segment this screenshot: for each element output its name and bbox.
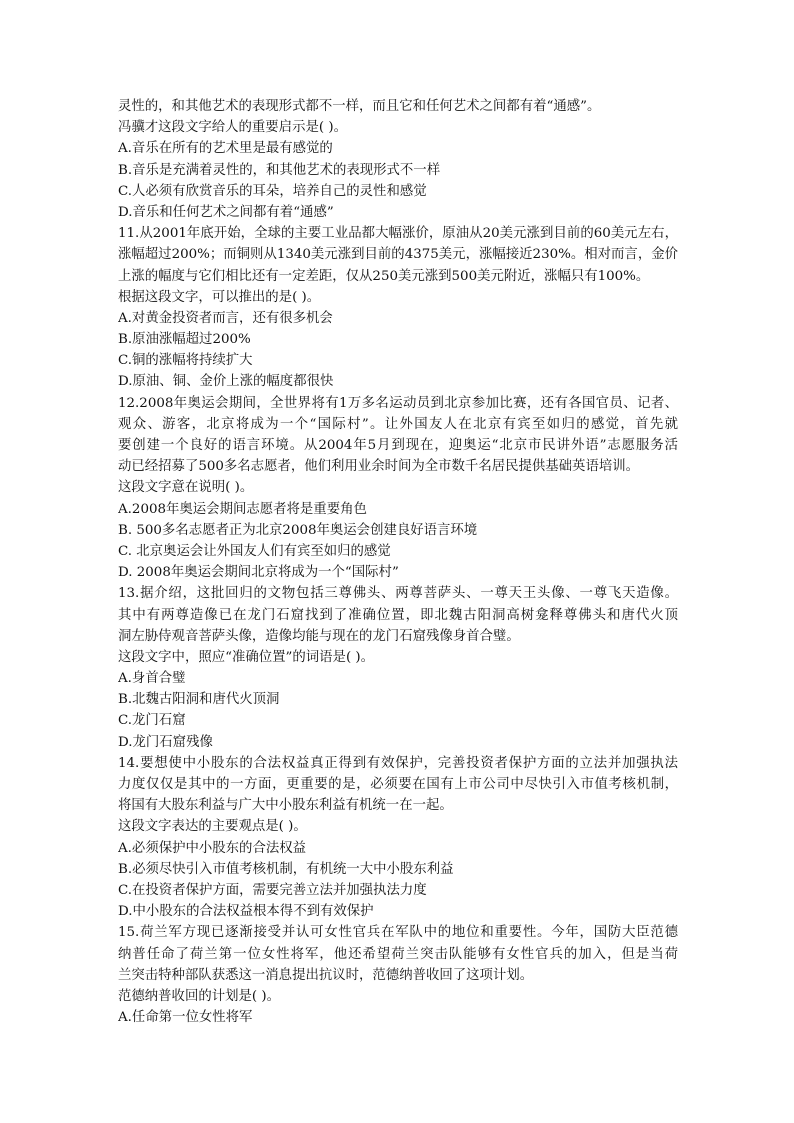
text-line: B.必须尽快引入市值考核机制，有机统一大中小股东利益: [118, 861, 454, 877]
text-line: B.音乐是充满着灵性的，和其他艺术的表现形式不一样: [118, 162, 441, 178]
text-line: C.在投资者保护方面，需要完善立法并加强执法力度: [118, 882, 427, 898]
text-line: D.原油、铜、金价上涨的幅度都很快: [118, 374, 334, 390]
text-line: 动已经招募了500多名志愿者，他们利用业余时间为全市数千名居民提供基础英语培训。: [118, 459, 640, 475]
document-page: [118, 96, 678, 1028]
text-line: C.铜的涨幅将持续扩大: [118, 353, 253, 369]
text-line: D.音乐和任何艺术之间都有着“通感”: [118, 204, 334, 220]
text-line: 13.据介绍，这批回归的文物包括三尊佛头、两尊菩萨头、一尊天王头像、一尊飞天造像。: [118, 586, 678, 602]
text-line: 兰突击特种部队获悉这一消息提出抗议时，范德纳普收回了这项计划。: [118, 967, 534, 983]
text-line: A.必须保护中小股东的合法权益: [118, 840, 307, 856]
text-line: 涨幅超过200%；而铜则从1340美元涨到目前的4375美元，涨幅接近230%。相对而言，金价: [118, 247, 678, 263]
text-line: A.音乐在所有的艺术里是最有感觉的: [118, 141, 333, 157]
text-line: B. 500多名志愿者正为北京2008年奥运会创建良好语言环境: [118, 522, 478, 538]
text-line: C.人必须有欣赏音乐的耳朵，培养自己的灵性和感觉: [118, 183, 427, 199]
text-line: 12.2008年奥运会期间，全世界将有1万多名运动员到北京参加比赛，还有各国官员、记者、: [118, 395, 678, 411]
text-line: 力度仅仅是其中的一方面，更重要的是，必须要在国有上市公司中尽快引入市值考核机制，: [118, 777, 678, 792]
text-line: A.对黄金投资者而言，还有很多机会: [118, 310, 333, 326]
text-line: 观众、游客，北京将成为一个“国际村”。让外国友人在北京有宾至如归的感觉，首先就: [118, 416, 678, 432]
text-line: 要创建一个良好的语言环境。从2004年5月到现在，迎奥运“北京市民讲外语”志愿服务活: [118, 438, 678, 453]
text-line: B.北魏古阳洞和唐代火顶洞: [118, 692, 280, 708]
text-line: 根据这段文字，可以推出的是( )。: [118, 289, 321, 305]
text-line: 14.要想使中小股东的合法权益真正得到有效保护，完善投资者保护方面的立法并加强执法: [118, 755, 678, 771]
text-line: D.中小股东的合法权益根本得不到有效保护: [118, 904, 374, 920]
text-line: 将国有大股东利益与广大中小股东利益有机统一在一起。: [118, 798, 453, 814]
text-line: 灵性的，和其他艺术的表现形式都不一样，而且它和任何艺术之间都有着“通感”。: [118, 99, 601, 114]
text-line: A.2008年奥运会期间志愿者将是重要角色: [118, 501, 367, 517]
text-line: 这段文字中，照应“准确位置”的词语是( )。: [118, 649, 375, 665]
text-line: 冯骥才这段文字给人的重要启示是( )。: [118, 120, 347, 136]
text-line: 11.从2001年底开始，全球的主要工业品都大幅涨价，原油从20美元涨到目前的60美元左右，: [118, 226, 678, 242]
text-line: D. 2008年奥运会期间北京将成为一个“国际村”: [118, 565, 399, 581]
text-line: B.原油涨幅超过200%: [118, 332, 251, 348]
text-line: 其中有两尊造像已在龙门石窟找到了准确位置，即北魏古阳洞高树龛释尊佛头和唐代火顶: [118, 607, 678, 623]
text-line: 这段文字意在说明( )。: [118, 480, 254, 496]
text-line: 15.荷兰军方现已逐渐接受并认可女性官兵在军队中的地位和重要性。今年，国防大臣范德: [118, 925, 678, 941]
text-line: D.龙门石窟残像: [118, 734, 213, 750]
text-line: 上涨的幅度与它们相比还有一定差距，仅从250美元涨到500美元附近，涨幅只有100%。: [118, 268, 650, 284]
text-line: 范德纳普收回的计划是( )。: [118, 988, 281, 1004]
text-line: 这段文字表达的主要观点是( )。: [118, 819, 307, 835]
text-line: C. 北京奥运会让外国友人们有宾至如归的感觉: [118, 543, 391, 559]
text-line: C.龙门石窟: [118, 713, 186, 729]
text-line: A.任命第一位女性将军: [118, 1010, 253, 1026]
text-line: 洞左胁侍观音菩萨头像，造像均能与现在的龙门石窟残像身首合璧。: [118, 628, 520, 644]
text-line: 纳普任命了荷兰第一位女性将军，他还希望荷兰突击队能够有女性官兵的加入，但是当荷: [118, 946, 678, 962]
text-line: A.身首合璧: [118, 671, 186, 687]
